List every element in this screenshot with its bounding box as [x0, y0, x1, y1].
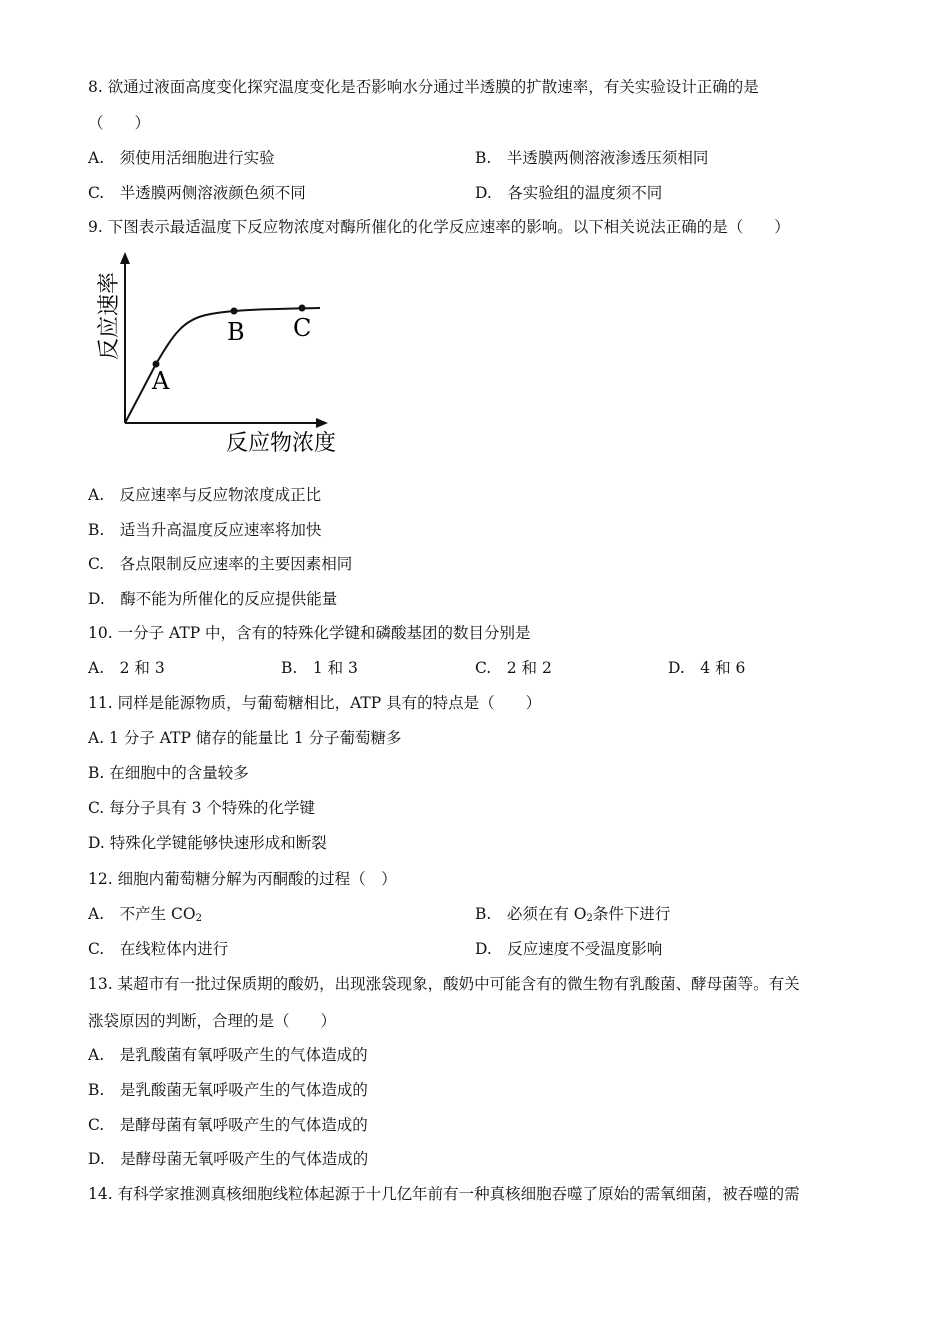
point-c-label: C — [293, 314, 312, 342]
q13-stem-line-1: 13. 某超市有一批过保质期的酸奶，出现涨袋现象，酸奶中可能含有的微生物有乳酸菌、酵母菌等。有关 — [88, 975, 800, 993]
q10-option-b: B. 1 和 3 — [281, 659, 358, 677]
q10-option-c: C. 2 和 2 — [475, 659, 552, 677]
q12-option-d: D. 反应速度不受温度影响 — [475, 940, 663, 958]
q12-option-a — [88, 903, 202, 930]
q12-option-b — [475, 903, 670, 930]
q8-option-b: B. 半透膜两侧溶液渗透压须相同 — [475, 149, 709, 167]
q12-option-b-text: B. 必须在有 O — [475, 905, 587, 923]
q11-option-a: A. 1 分子 ATP 储存的能量比 1 分子葡萄糖多 — [88, 729, 402, 747]
q10-option-a: A. 2 和 3 — [88, 659, 165, 677]
q8-stem: 8. 欲通过液面高度变化探究温度变化是否影响水分通过半透膜的扩散速率，有关实验设计正确的是 — [88, 78, 759, 96]
q9-option-d: D. 酶不能为所催化的反应提供能量 — [88, 590, 338, 608]
q9-option-c: C. 各点限制反应速率的主要因素相同 — [88, 555, 353, 573]
q8-answer-paren: （ ） — [88, 114, 151, 132]
q11-option-c: C. 每分子具有 3 个特殊的化学键 — [88, 799, 315, 817]
x-axis-label: 反应物浓度 — [226, 431, 337, 456]
q10-stem: 10. 一分子 ATP 中，含有的特殊化学键和磷酸基团的数目分别是 — [88, 624, 531, 642]
point-b — [231, 308, 238, 315]
q12-option-c: C. 在线粒体内进行 — [88, 940, 229, 958]
q8-option-d: D. 各实验组的温度须不同 — [475, 184, 663, 202]
reaction-rate-figure — [88, 250, 368, 460]
q13-option-b: B. 是乳酸菌无氧呼吸产生的气体造成的 — [88, 1081, 368, 1099]
q11-option-b: B. 在细胞中的含量较多 — [88, 764, 249, 782]
q9-stem: 9. 下图表示最适温度下反应物浓度对酶所催化的化学反应速率的影响。以下相关说法正确的是（ ） — [88, 218, 790, 236]
q14-stem-line-1: 14. 有科学家推测真核细胞线粒体起源于十几亿年前有一种真核细胞吞噬了原始的需氧细菌，被吞噬的需 — [88, 1185, 800, 1203]
point-b-label: B — [227, 318, 245, 346]
q12-stem: 12. 细胞内葡萄糖分解为丙酮酸的过程（ ） — [88, 870, 397, 888]
q12-option-a-subscript: 2 — [195, 913, 202, 924]
q11-stem: 11. 同样是能源物质，与葡萄糖相比，ATP 具有的特点是（ ） — [88, 694, 542, 712]
x-axis-arrow — [316, 418, 328, 428]
q12-option-b-subscript: 2 — [586, 913, 593, 924]
point-c — [299, 305, 306, 312]
y-axis-arrow — [120, 252, 130, 264]
q11-option-d: D. 特殊化学键能够快速形成和断裂 — [88, 834, 327, 852]
q12-option-a-text: A. 不产生 CO — [88, 905, 196, 923]
q8-option-a: A. 须使用活细胞进行实验 — [88, 149, 275, 167]
q13-option-a: A. 是乳酸菌有氧呼吸产生的气体造成的 — [88, 1046, 368, 1064]
q13-option-c: C. 是酵母菌有氧呼吸产生的气体造成的 — [88, 1116, 368, 1134]
q13-stem-line-2: 涨袋原因的判断，合理的是（ ） — [88, 1012, 337, 1030]
q8-option-c: C. 半透膜两侧溶液颜色须不同 — [88, 184, 306, 202]
q10-option-d: D. 4 和 6 — [668, 659, 746, 677]
q9-option-a: A. 反应速率与反应物浓度成正比 — [88, 486, 322, 504]
q9-option-b: B. 适当升高温度反应速率将加快 — [88, 521, 322, 539]
y-axis-label: 反应速率 — [97, 271, 122, 360]
q12-option-b-text-end: 条件下进行 — [592, 905, 671, 923]
point-a-label: A — [152, 367, 170, 395]
q13-option-d: D. 是酵母菌无氧呼吸产生的气体造成的 — [88, 1150, 369, 1168]
